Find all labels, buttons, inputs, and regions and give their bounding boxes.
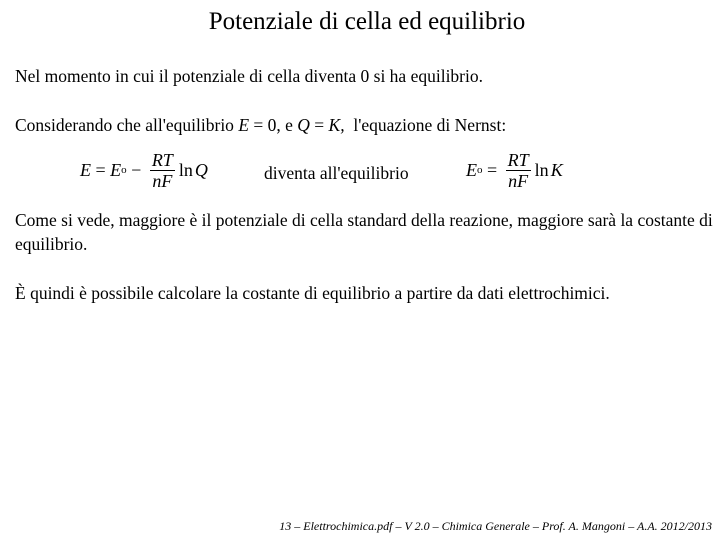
eq-degree: o	[121, 164, 127, 176]
variable-k: K,	[328, 115, 345, 135]
text-segment: =	[309, 115, 329, 135]
text-segment: = 0, e	[249, 115, 298, 135]
slide-title: Potenziale di cella ed equilibrio	[208, 8, 526, 35]
text-segment: l'equazione di Nernst:	[344, 115, 507, 135]
eq-standard-potential: E	[110, 159, 122, 180]
eq-equals: =	[91, 159, 111, 180]
equilibrium-equation	[466, 148, 563, 192]
eq-numerator: RT	[507, 149, 529, 170]
middle-text: diventa all'equilibrio	[264, 163, 409, 183]
eq-ln: ln	[534, 159, 549, 180]
variable-e: E	[238, 115, 250, 135]
paragraph-equilibrium-condition: Nel momento in cui il potenziale di cella diventa 0 si ha equilibrio.	[15, 66, 483, 86]
eq-degree: o	[477, 164, 483, 176]
eq-ln: ln	[178, 159, 193, 180]
paragraph-nernst-intro	[15, 113, 715, 137]
eq-equilibrium-constant: K	[550, 159, 563, 180]
eq-fraction	[506, 150, 531, 191]
eq-standard-potential: E	[466, 159, 477, 180]
eq-numerator: RT	[151, 149, 173, 170]
eq-minus: −	[126, 159, 146, 180]
paragraph-observation: Come si vede, maggiore è il potenziale di cella standard della reazione, maggiore sarà la costante di equilibrio.	[15, 210, 713, 254]
eq-lhs: E	[80, 159, 91, 180]
text-segment: Considerando che all'equilibrio	[15, 115, 239, 135]
eq-denominator: nF	[152, 170, 173, 191]
eq-reaction-quotient: Q	[194, 159, 208, 180]
slide-footer: 13 – Elettrochimica.pdf – V 2.0 – Chimica Generale – Prof. A. Mangoni – A.A. 2012/2013	[279, 519, 712, 533]
eq-denominator: nF	[508, 170, 529, 191]
paragraph-conclusion: È quindi è possibile calcolare la costante di equilibrio a partire da dati elettrochimici.	[15, 283, 610, 303]
nernst-equation	[80, 148, 208, 192]
variable-q: Q	[297, 115, 310, 135]
eq-equals: =	[482, 159, 502, 180]
eq-fraction	[150, 150, 175, 191]
